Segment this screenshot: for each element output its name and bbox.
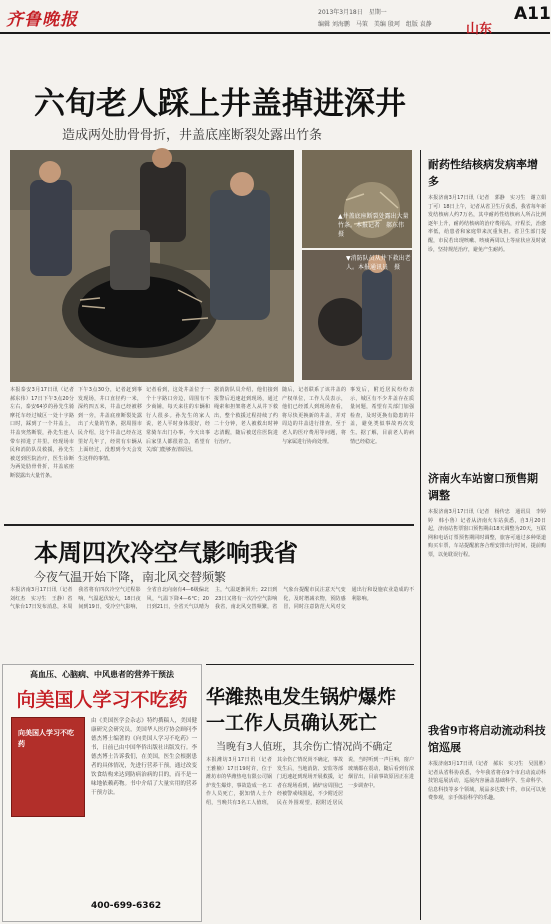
editor-credits: 编辑 刘海鹏 马策 美编 殷珂 组版 袁静: [318, 21, 432, 28]
photo-caption-bottom: ▼消防队员从井下救出老人。本报通讯员 摄: [346, 255, 411, 271]
section-rule-boiler: [206, 664, 414, 665]
main-body-col-4: 据消防队员介绍，他们接到报警后迅速赶到现场，通过绳索和担架将老人从井下救出，整个救援过程持续了约二十分钟，老人被救出时神志清醒，随后被送往医院进行治疗。: [214, 387, 278, 445]
ad-top-line: 高血压、心脑病、中风患者的营养干预法: [30, 670, 174, 679]
main-body-col-3: 记者看到，这处井盖位于一个十字路口旁边，周围有不少商铺，每天来往的车辆和行人很多。孙先生的家人说，老人平时身体很好，经常骑车出门办事，今天出事后家里人都很着急，希望有关部门能够查清原因。: [146, 387, 210, 454]
ad-phone: 400-699-6362: [91, 901, 162, 911]
sidebar-body-science: 本报济南3月17日讯（记者 郝东 实习生 吴国胜）记者从省科协获悉，今年我省将在9个市启动流动科技馆巡展活动，巡展内容涵盖基础科学、生命科学、信息科技等多个领域，展品多达数十件，市民可以免费参观，亲手体验科学的乐趣。: [428, 761, 546, 802]
weather-subhead: 今夜气温开始下降，南北风交替频繁: [34, 570, 227, 584]
main-body-col-6: 事发后，附近居民纷纷表示，城区有不少井盖存在质量问题，希望有关部门加强检查，及时更换有隐患的井盖，避免类似事故再次发生。据了解，目前老人的病情已经稳定。: [350, 387, 414, 445]
section-rule-weather: [4, 524, 414, 526]
weather-headline: 本周四次冷空气影响我省: [34, 538, 298, 567]
ad-title: 向美国人学习不吃药: [16, 689, 188, 711]
issue-date: 2013年3月18日 星期一: [318, 9, 387, 16]
sidebar-body-train: 本报济南3月17日讯（记者 杨传忠 通讯员 李婷婷 韩小鲁）记者从济南火车站获悉，自3月20日起，济南站售票窗口预售期由18天调整为20天，互联网和电话订票预售期同时调整，旅客可通过多种渠道购买车票，车站提醒旅客合理安排出行时间，提前购票，以免耽误行程。: [428, 509, 546, 558]
book-cover-image: [11, 717, 85, 817]
boiler-headline-1: 华潍热电发生锅炉爆炸: [206, 686, 397, 708]
ad-body: 由《美国医学会杂志》特约撰稿人，美国健康研究会研究员，美国华人医疗协会顾问李德杰博士编著的《向美国人学习不吃药》一书，日前已由中国华侨出版社出版发行。李德杰博士告诉我们，在美国，医生会根据患者的具体情况，先进行营养干预，通过改变饮食结构来达到防病治病的目的，而不是一味地依赖药物。书中介绍了大量实用的营养干预方法。: [91, 718, 197, 796]
main-subhead: 造成两处肋骨骨折，井盖底座断裂处露出竹条: [62, 128, 323, 143]
boiler-subhead: 当晚有3人值班，其余伤亡情况尚不确定: [216, 742, 393, 753]
masthead: [0, 0, 551, 37]
main-headline: 六旬老人踩上井盖掉进深井: [34, 86, 406, 122]
section-region: 山东: [466, 22, 493, 37]
book-advertisement: [2, 664, 202, 922]
sidebar-title-tb: 耐药性结核病发病率增多: [428, 158, 538, 188]
weather-body: 本报济南3月17日讯（记者 刘红杰 实习生 王静）省气象台17日发布消息，本周我省将有四次冷空气过程影响，气温起伏较大，18日夜间到19日，受冷空气影响，全省自北向南有4—6级偏北风，气温下降4—6℃；20日到21日，全省天气以晴为主，气温逐渐回升；22日到23日又将有一次冷空气影响我省，南北风交替频繁，省气象台提醒市民注意天气变化，及时增减衣物，预防感冒，同时注意防范大风对交通出行和设施农业造成的不利影响。: [10, 587, 414, 611]
main-body-col-5: 随后，记者联系了该井盖的产权单位，工作人员表示，他们已经派人到现场查看，将尽快更换新的井盖，并对周边的井盖进行排查，至于老人的医疗费用等问题，将与家属进行协商处理。: [282, 387, 346, 445]
manhole-rescue-photo: [10, 150, 294, 382]
book-cover-title: 向美国人学习不吃药: [18, 729, 74, 748]
sidebar-divider: [420, 150, 421, 920]
boiler-headline-2: 一工作人员确认死亡: [206, 712, 378, 734]
photo-caption-top: ▲井盖底座断裂处露出大量竹条。本报记者 郝东伟 摄: [338, 213, 411, 238]
newspaper-logo: 齐鲁晚报: [6, 10, 78, 30]
main-body-col-2: 下午3点30分，记者赶到事发现场，井口直径约一米，深约四五米，井盖已经被移到一旁，井盖底座断裂处露出了大量的竹条，据周围市民介绍，这个井盖已经在这里好几年了，经常有车辆从上面经过，没想到今天会发生这样的事情。: [78, 387, 142, 462]
sidebar-body-tb: 本报济南3月17日讯（记者 郭静 实习生 谢立娟 丁可）18日上午，记者从省卫生厅获悉，我省每年新发结核病人约7万名，其中耐药性结核病人所占比例逐年上升，耐药结核病的治疗费用高，疗程长，治愈率低，给患者和家庭带来沉重负担。省卫生部门提醒，市民若出现咳嗽、咳痰两周以上等症状应及时就诊，坚持规范治疗，避免产生耐药。: [428, 195, 551, 253]
boiler-body: 本报潍坊3月17日讯（记者 王雅楠）17日19时许，位于潍坊市的华潍热电有限公司锅炉发生爆炸，事故造成一名工作人员死亡，据知情人士介绍，当晚共有3名工人值班，其余伤亡情况尚不确定，事故发生后，当地消防、安监等部门迅速赶到现场开展救援，记者在现场看到，锅炉房周围已经被警戒线围起，不少附近居民在外围观望，据附近居民说，当时听到一声巨响，窗户玻璃都在震动，随后看到有浓烟冒出，目前事故原因正在进一步调查中。: [206, 757, 414, 806]
sidebar-title-science: 我省9市将启动流动科技馆巡展: [428, 724, 546, 754]
main-body-col-1: 本报泰安3月17日讯（记者 郝东伟）17日下午3点20分左右，泰安64岁的孙先生骑摩托车经过城区一处十字路口时，踩到了一个井盖上，井盖突然断裂，孙先生连人带车掉进了井里。经现场市民和消防队员救援，孙先生被送到医院治疗，医生诊断为两处肋骨骨折，井盖底座断裂露出大量竹条。: [10, 387, 80, 479]
page-number: A11: [514, 4, 551, 24]
sidebar-title-train: 济南火车站窗口预售期调整: [428, 472, 538, 502]
